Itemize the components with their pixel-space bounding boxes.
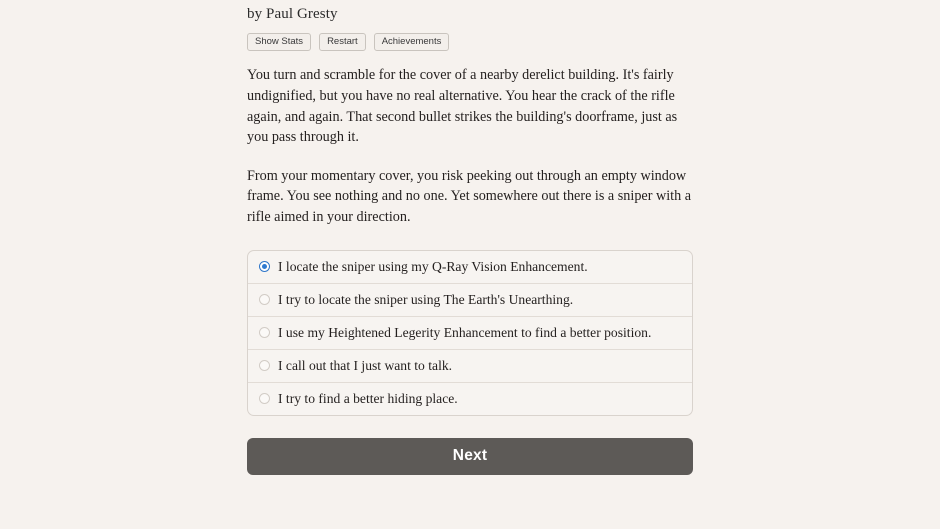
byline: by Paul Gresty [247, 6, 338, 22]
radio-icon[interactable] [259, 294, 270, 305]
choice-list [247, 250, 693, 416]
choice-label: I use my Heightened Legerity Enhancement to find a better position. [278, 324, 652, 340]
radio-icon[interactable] [259, 393, 270, 404]
radio-icon[interactable] [259, 261, 270, 272]
choice-option[interactable] [248, 317, 692, 350]
restart-button[interactable]: Restart [319, 33, 366, 51]
choice-label: I call out that I just want to talk. [278, 357, 453, 373]
choice-label: I try to find a better hiding place. [278, 390, 458, 406]
radio-icon[interactable] [259, 327, 270, 338]
choice-option[interactable] [248, 350, 692, 383]
choice-option[interactable] [248, 284, 692, 317]
choice-option[interactable] [248, 251, 692, 284]
show-stats-button[interactable]: Show Stats [247, 33, 311, 51]
story-paragraph-2: From your momentary cover, you risk peeking out through an empty window frame. You see nothing and no one. Yet somewhere out there is a sniper with a rifle aimed in your direction. [247, 167, 692, 225]
toolbar [247, 33, 693, 51]
achievements-button[interactable]: Achievements [374, 33, 450, 51]
story-paragraph-1: You turn and scramble for the cover of a nearby derelict building. It's fairly undignified, but you have no real alternative. You hear the crack of the rifle again, and again. That second bullet strikes the building's doorframe, just as you pass through it. [247, 67, 678, 146]
choice-option[interactable] [248, 383, 692, 415]
radio-icon[interactable] [259, 360, 270, 371]
next-button[interactable]: Next [247, 438, 693, 475]
content-column [247, 0, 693, 475]
choice-label: I locate the sniper using my Q-Ray Vision Enhancement. [278, 258, 588, 274]
choice-label: I try to locate the sniper using The Earth's Unearthing. [278, 291, 574, 307]
